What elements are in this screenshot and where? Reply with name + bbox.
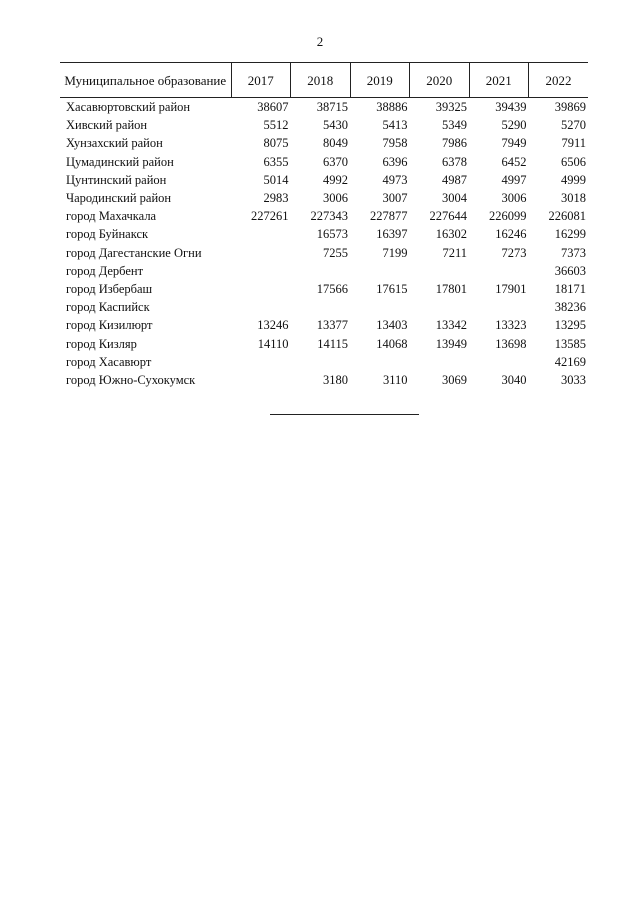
population-value-cell: 4992 [323,172,348,187]
population-value-cell: 14110 [257,336,289,351]
population-value-cell: 5270 [561,118,586,133]
municipality-name-cell: Цумадинский район [66,154,174,169]
population-value-cell: 36603 [554,263,586,278]
population-value-cell: 7199 [382,245,408,260]
column-header-2017: 2017 [231,63,291,98]
municipality-name-cell: город Дербент [66,263,144,278]
population-value-cell: 3180 [323,373,348,388]
municipality-name-cell: Хунзахский район [66,136,163,151]
population-value-cell: 13698 [495,336,527,351]
population-value-cell: 38607 [257,100,289,114]
population-value-cell [231,244,291,262]
population-value-cell [410,298,470,316]
table-row [60,189,588,207]
population-value-cell: 13377 [316,318,348,333]
population-value-cell: 16397 [376,227,408,242]
population-value-cell: 3006 [323,191,348,206]
population-value-cell: 13403 [376,318,408,333]
population-value-cell: 13295 [554,318,586,333]
population-value-cell: 13342 [435,318,467,333]
population-value-cell: 6355 [263,154,289,169]
population-value-cell: 227644 [429,209,467,224]
population-value-cell: 17801 [435,282,467,297]
municipality-name-cell: Цунтинский район [66,172,167,187]
table-row [60,244,588,262]
population-value-cell [231,262,291,280]
population-value-cell [231,298,291,316]
population-value-cell: 16299 [554,227,586,242]
population-value-cell: 38715 [316,100,348,114]
table-row [60,335,588,353]
population-value-cell [231,280,291,298]
table-row [60,153,588,171]
column-header-2018: 2018 [291,63,351,98]
population-value-cell [291,262,351,280]
population-value-cell: 3018 [561,191,586,206]
column-header-2020: 2020 [410,63,470,98]
municipality-name-cell: город Кизилюрт [66,318,153,333]
column-header-2021: 2021 [469,63,529,98]
table-row [60,134,588,152]
population-value-cell: 5014 [263,172,289,187]
population-value-cell: 7273 [501,245,527,260]
table-row [60,262,588,280]
population-value-cell: 4973 [382,172,408,187]
population-value-cell: 6506 [561,154,586,169]
municipality-name-cell: Чародинский район [66,191,172,206]
population-value-cell: 2983 [263,191,289,206]
table-body [60,98,588,390]
municipality-name-cell: город Избербаш [66,282,153,297]
municipality-name-cell: город Хасавюрт [66,354,152,369]
population-value-cell: 5512 [263,118,289,133]
population-value-cell: 4997 [501,172,527,187]
population-value-cell: 226099 [489,209,527,224]
table-row [60,316,588,334]
municipality-name-cell: Хивский район [66,118,148,133]
column-header-municipality: Муниципальное образование [60,63,231,98]
table-row [60,207,588,225]
population-value-cell: 16573 [316,227,348,242]
column-header-2022: 2022 [529,63,589,98]
municipality-name-cell: город Каспийск [66,300,150,315]
population-value-cell: 16246 [495,227,527,242]
population-value-cell: 7958 [382,136,408,151]
page-number: 2 [316,34,324,49]
population-value-cell: 3006 [501,191,527,206]
population-value-cell [410,353,470,371]
municipality-name-cell: город Махачкала [66,209,157,224]
population-value-cell: 13323 [495,318,527,333]
population-value-cell: 5413 [382,118,408,133]
table-row [60,298,588,316]
population-value-cell [291,353,351,371]
municipality-name-cell: город Буйнакск [66,227,149,242]
population-value-cell [231,371,291,389]
population-value-cell: 17566 [316,282,348,297]
population-value-cell: 38886 [376,100,408,114]
table-row [60,280,588,298]
population-value-cell: 14068 [376,336,408,351]
population-value-cell: 7949 [501,136,527,151]
population-value-cell: 3033 [561,373,586,388]
population-value-cell [231,225,291,243]
population-value-cell: 227261 [251,209,289,224]
population-table [60,62,588,389]
population-value-cell: 38236 [554,300,586,315]
municipality-name-cell: Хасавюртовский район [66,100,191,114]
population-value-cell [231,353,291,371]
population-value-cell: 5349 [442,118,467,133]
population-value-cell: 14115 [317,336,348,351]
population-value-cell: 226081 [548,209,586,224]
population-value-cell: 4987 [442,172,467,187]
municipality-name-cell: город Южно-Сухокумск [66,373,196,388]
population-value-cell: 3040 [501,373,527,388]
population-value-cell: 18171 [554,282,586,297]
population-value-cell: 39439 [495,100,527,114]
table-row [60,225,588,243]
population-value-cell: 7911 [561,136,586,151]
population-value-cell: 7373 [561,245,586,260]
population-value-cell [350,298,410,316]
end-of-table-rule [270,414,419,415]
population-value-cell: 7986 [442,136,467,151]
population-value-cell: 227877 [370,209,408,224]
table-header-row [60,63,588,98]
table-row [60,371,588,389]
population-value-cell: 39869 [554,100,586,114]
population-value-cell: 17615 [376,282,408,297]
population-value-cell: 16302 [435,227,467,242]
population-value-cell: 3007 [382,191,408,206]
population-value-cell: 13949 [435,336,467,351]
municipality-name-cell: город Кизляр [66,336,137,351]
population-value-cell: 6396 [382,154,408,169]
population-value-cell [410,262,470,280]
table-row [60,171,588,189]
population-value-cell: 5290 [501,118,527,133]
population-value-cell: 17901 [495,282,527,297]
table-row [60,98,588,117]
population-value-cell: 42169 [554,354,586,369]
population-value-cell: 4999 [561,172,586,187]
population-value-cell [469,262,529,280]
population-value-cell: 5430 [323,118,348,133]
population-value-cell: 7211 [442,245,467,260]
population-value-cell: 8075 [263,136,289,151]
population-value-cell [291,298,351,316]
population-value-cell [350,262,410,280]
population-value-cell: 39325 [435,100,467,114]
population-value-cell: 13246 [257,318,289,333]
municipality-name-cell: город Дагестанские Огни [66,245,202,260]
population-value-cell: 8049 [323,136,348,151]
population-value-cell [350,353,410,371]
table-row [60,353,588,371]
population-value-cell: 3004 [442,191,467,206]
population-value-cell: 3069 [442,373,467,388]
population-value-cell: 7255 [323,245,348,260]
population-value-cell: 6452 [501,154,527,169]
population-value-cell: 13585 [554,336,586,351]
population-value-cell: 6378 [442,154,467,169]
population-value-cell: 3110 [382,373,408,388]
population-value-cell: 227343 [310,209,348,224]
table-row [60,116,588,134]
population-value-cell: 6370 [323,154,348,169]
population-value-cell [469,353,529,371]
population-value-cell [469,298,529,316]
column-header-2019: 2019 [350,63,410,98]
